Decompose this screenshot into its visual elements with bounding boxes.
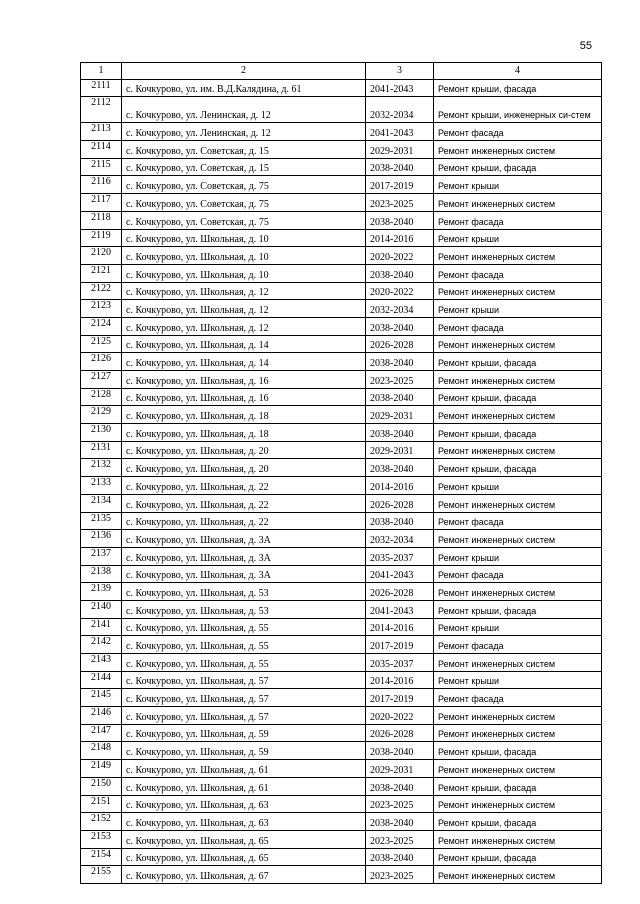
work-type-cell: Ремонт крыши, фасада bbox=[434, 79, 602, 97]
address-cell: с. Кочкурово, ул. Советская, д. 75 bbox=[122, 176, 366, 194]
period-cell: 2038-2040 bbox=[366, 353, 434, 371]
table-row bbox=[81, 441, 602, 459]
period-cell: 2038-2040 bbox=[366, 813, 434, 831]
period-cell: 2014-2016 bbox=[366, 477, 434, 495]
period-cell: 2029-2031 bbox=[366, 406, 434, 424]
table-row bbox=[81, 229, 602, 247]
work-type-cell: Ремонт инженерных систем bbox=[434, 866, 602, 884]
period-cell: 2023-2025 bbox=[366, 194, 434, 212]
table-row bbox=[81, 371, 602, 389]
column-header-4: 4 bbox=[434, 63, 602, 80]
period-cell: 2035-2037 bbox=[366, 654, 434, 672]
address-cell: с. Кочкурово, ул. Школьная, д. 18 bbox=[122, 406, 366, 424]
row-number: 2127 bbox=[81, 371, 122, 389]
period-cell: 2026-2028 bbox=[366, 724, 434, 742]
address-cell: с. Кочкурово, ул. Школьная, д. 55 bbox=[122, 636, 366, 654]
row-number: 2112 bbox=[81, 97, 122, 123]
address-cell: с. Кочкурово, ул. Школьная, д. 20 bbox=[122, 459, 366, 477]
table-row bbox=[81, 158, 602, 176]
address-cell: с. Кочкурово, ул. Школьная, д. 53 bbox=[122, 583, 366, 601]
work-type-cell: Ремонт фасада bbox=[434, 317, 602, 335]
row-number: 2120 bbox=[81, 247, 122, 265]
table-row bbox=[81, 654, 602, 672]
row-number: 2134 bbox=[81, 494, 122, 512]
row-number: 2142 bbox=[81, 636, 122, 654]
work-type-cell: Ремонт инженерных систем bbox=[434, 583, 602, 601]
work-type-cell: Ремонт фасада bbox=[434, 264, 602, 282]
work-type-cell: Ремонт крыши, фасада bbox=[434, 353, 602, 371]
row-number: 2113 bbox=[81, 123, 122, 141]
address-cell: с. Кочкурово, ул. Школьная, д. 57 bbox=[122, 707, 366, 725]
table-row bbox=[81, 282, 602, 300]
table-row bbox=[81, 512, 602, 530]
address-cell: с. Кочкурово, ул. Школьная, д. 61 bbox=[122, 777, 366, 795]
row-number: 2126 bbox=[81, 353, 122, 371]
table-row bbox=[81, 176, 602, 194]
row-number: 2129 bbox=[81, 406, 122, 424]
address-cell: с. Кочкурово, ул. Школьная, д. 53 bbox=[122, 600, 366, 618]
address-cell: с. Кочкурово, ул. Школьная, д. 3А bbox=[122, 547, 366, 565]
work-type-cell: Ремонт крыши, инженерных си-стем bbox=[434, 97, 602, 123]
period-cell: 2035-2037 bbox=[366, 547, 434, 565]
work-type-cell: Ремонт крыши bbox=[434, 671, 602, 689]
table-row bbox=[81, 742, 602, 760]
row-number: 2119 bbox=[81, 229, 122, 247]
column-header-2: 2 bbox=[122, 63, 366, 80]
address-cell: с. Кочкурово, ул. Школьная, д. 16 bbox=[122, 371, 366, 389]
address-cell: с. Кочкурово, ул. Школьная, д. 3А bbox=[122, 565, 366, 583]
period-cell: 2026-2028 bbox=[366, 494, 434, 512]
row-number: 2144 bbox=[81, 671, 122, 689]
table-row bbox=[81, 547, 602, 565]
work-type-cell: Ремонт крыши, фасада bbox=[434, 777, 602, 795]
work-type-cell: Ремонт фасада bbox=[434, 689, 602, 707]
row-number: 2118 bbox=[81, 211, 122, 229]
row-number: 2132 bbox=[81, 459, 122, 477]
address-cell: с. Кочкурово, ул. Школьная, д. 12 bbox=[122, 317, 366, 335]
work-type-cell: Ремонт инженерных систем bbox=[434, 441, 602, 459]
table-row bbox=[81, 866, 602, 884]
period-cell: 2029-2031 bbox=[366, 760, 434, 778]
period-cell: 2041-2043 bbox=[366, 123, 434, 141]
row-number: 2153 bbox=[81, 830, 122, 848]
row-number: 2152 bbox=[81, 813, 122, 831]
repair-schedule-table bbox=[80, 62, 602, 884]
work-type-cell: Ремонт инженерных систем bbox=[434, 141, 602, 159]
work-type-cell: Ремонт крыши bbox=[434, 176, 602, 194]
table-row bbox=[81, 583, 602, 601]
row-number: 2139 bbox=[81, 583, 122, 601]
table-row bbox=[81, 388, 602, 406]
period-cell: 2038-2040 bbox=[366, 388, 434, 406]
work-type-cell: Ремонт крыши bbox=[434, 477, 602, 495]
table-row bbox=[81, 795, 602, 813]
row-number: 2133 bbox=[81, 477, 122, 495]
row-number: 2146 bbox=[81, 707, 122, 725]
row-number: 2145 bbox=[81, 689, 122, 707]
period-cell: 2014-2016 bbox=[366, 229, 434, 247]
period-cell: 2038-2040 bbox=[366, 264, 434, 282]
row-number: 2114 bbox=[81, 141, 122, 159]
address-cell: с. Кочкурово, ул. Школьная, д. 14 bbox=[122, 335, 366, 353]
address-cell: с. Кочкурово, ул. Ленинская, д. 12 bbox=[122, 97, 366, 123]
period-cell: 2023-2025 bbox=[366, 830, 434, 848]
table-row bbox=[81, 353, 602, 371]
period-cell: 2032-2034 bbox=[366, 530, 434, 548]
work-type-cell: Ремонт фасада bbox=[434, 512, 602, 530]
period-cell: 2017-2019 bbox=[366, 176, 434, 194]
table-row bbox=[81, 300, 602, 318]
period-cell: 2038-2040 bbox=[366, 459, 434, 477]
period-cell: 2026-2028 bbox=[366, 583, 434, 601]
address-cell: с. Кочкурово, ул. Школьная, д. 10 bbox=[122, 229, 366, 247]
address-cell: с. Кочкурово, ул. Школьная, д. 10 bbox=[122, 264, 366, 282]
table-row bbox=[81, 707, 602, 725]
row-number: 2125 bbox=[81, 335, 122, 353]
row-number: 2148 bbox=[81, 742, 122, 760]
column-header-3: 3 bbox=[366, 63, 434, 80]
table-row bbox=[81, 671, 602, 689]
address-cell: с. Кочкурово, ул. Школьная, д. 65 bbox=[122, 848, 366, 866]
work-type-cell: Ремонт крыши bbox=[434, 618, 602, 636]
address-cell: с. Кочкурово, ул. Школьная, д. 18 bbox=[122, 424, 366, 442]
work-type-cell: Ремонт инженерных систем bbox=[434, 282, 602, 300]
address-cell: с. Кочкурово, ул. Советская, д. 15 bbox=[122, 158, 366, 176]
period-cell: 2038-2040 bbox=[366, 512, 434, 530]
work-type-cell: Ремонт крыши, фасада bbox=[434, 848, 602, 866]
work-type-cell: Ремонт инженерных систем bbox=[434, 194, 602, 212]
work-type-cell: Ремонт крыши, фасада bbox=[434, 600, 602, 618]
work-type-cell: Ремонт крыши, фасада bbox=[434, 158, 602, 176]
period-cell: 2029-2031 bbox=[366, 141, 434, 159]
address-cell: с. Кочкурово, ул. Ленинская, д. 12 bbox=[122, 123, 366, 141]
work-type-cell: Ремонт инженерных систем bbox=[434, 494, 602, 512]
table-header-row bbox=[81, 63, 602, 80]
period-cell: 2026-2028 bbox=[366, 335, 434, 353]
table-row bbox=[81, 600, 602, 618]
address-cell: с. Кочкурово, ул. Школьная, д. 10 bbox=[122, 247, 366, 265]
table-row bbox=[81, 689, 602, 707]
table-row bbox=[81, 813, 602, 831]
work-type-cell: Ремонт крыши, фасада bbox=[434, 459, 602, 477]
work-type-cell: Ремонт инженерных систем bbox=[434, 406, 602, 424]
period-cell: 2041-2043 bbox=[366, 600, 434, 618]
row-number: 2141 bbox=[81, 618, 122, 636]
table-row bbox=[81, 724, 602, 742]
work-type-cell: Ремонт крыши, фасада bbox=[434, 813, 602, 831]
work-type-cell: Ремонт фасада bbox=[434, 123, 602, 141]
period-cell: 2014-2016 bbox=[366, 618, 434, 636]
address-cell: с. Кочкурово, ул. Советская, д. 15 bbox=[122, 141, 366, 159]
row-number: 2116 bbox=[81, 176, 122, 194]
period-cell: 2017-2019 bbox=[366, 689, 434, 707]
table-row bbox=[81, 848, 602, 866]
period-cell: 2041-2043 bbox=[366, 79, 434, 97]
table-row bbox=[81, 406, 602, 424]
row-number: 2137 bbox=[81, 547, 122, 565]
table-row bbox=[81, 830, 602, 848]
row-number: 2117 bbox=[81, 194, 122, 212]
address-cell: с. Кочкурово, ул. Школьная, д. 16 bbox=[122, 388, 366, 406]
table-row bbox=[81, 424, 602, 442]
row-number: 2140 bbox=[81, 600, 122, 618]
work-type-cell: Ремонт инженерных систем bbox=[434, 530, 602, 548]
address-cell: с. Кочкурово, ул. Школьная, д. 55 bbox=[122, 618, 366, 636]
address-cell: с. Кочкурово, ул. им. В.Д.Калядина, д. 61 bbox=[122, 79, 366, 97]
work-type-cell: Ремонт крыши, фасада bbox=[434, 424, 602, 442]
work-type-cell: Ремонт фасада bbox=[434, 565, 602, 583]
row-number: 2128 bbox=[81, 388, 122, 406]
row-number: 2123 bbox=[81, 300, 122, 318]
table-row bbox=[81, 264, 602, 282]
row-number: 2147 bbox=[81, 724, 122, 742]
work-type-cell: Ремонт инженерных систем bbox=[434, 707, 602, 725]
address-cell: с. Кочкурово, ул. Школьная, д. 63 bbox=[122, 795, 366, 813]
row-number: 2149 bbox=[81, 760, 122, 778]
row-number: 2115 bbox=[81, 158, 122, 176]
address-cell: с. Кочкурово, ул. Школьная, д. 22 bbox=[122, 494, 366, 512]
period-cell: 2032-2034 bbox=[366, 97, 434, 123]
address-cell: с. Кочкурово, ул. Школьная, д. 63 bbox=[122, 813, 366, 831]
row-number: 2122 bbox=[81, 282, 122, 300]
table-row bbox=[81, 194, 602, 212]
table-row bbox=[81, 760, 602, 778]
row-number: 2151 bbox=[81, 795, 122, 813]
period-cell: 2032-2034 bbox=[366, 300, 434, 318]
row-number: 2124 bbox=[81, 317, 122, 335]
period-cell: 2020-2022 bbox=[366, 247, 434, 265]
period-cell: 2038-2040 bbox=[366, 424, 434, 442]
table-row bbox=[81, 335, 602, 353]
period-cell: 2023-2025 bbox=[366, 866, 434, 884]
row-number: 2138 bbox=[81, 565, 122, 583]
table-row bbox=[81, 317, 602, 335]
work-type-cell: Ремонт фасада bbox=[434, 636, 602, 654]
work-type-cell: Ремонт инженерных систем bbox=[434, 795, 602, 813]
work-type-cell: Ремонт крыши bbox=[434, 547, 602, 565]
address-cell: с. Кочкурово, ул. Школьная, д. 22 bbox=[122, 477, 366, 495]
address-cell: с. Кочкурово, ул. Школьная, д. 14 bbox=[122, 353, 366, 371]
period-cell: 2038-2040 bbox=[366, 848, 434, 866]
work-type-cell: Ремонт инженерных систем bbox=[434, 724, 602, 742]
table-row bbox=[81, 565, 602, 583]
table-row bbox=[81, 530, 602, 548]
period-cell: 2038-2040 bbox=[366, 777, 434, 795]
work-type-cell: Ремонт крыши bbox=[434, 300, 602, 318]
work-type-cell: Ремонт инженерных систем bbox=[434, 371, 602, 389]
table-row bbox=[81, 459, 602, 477]
work-type-cell: Ремонт крыши bbox=[434, 229, 602, 247]
period-cell: 2017-2019 bbox=[366, 636, 434, 654]
address-cell: с. Кочкурово, ул. Советская, д. 75 bbox=[122, 211, 366, 229]
period-cell: 2038-2040 bbox=[366, 211, 434, 229]
row-number: 2135 bbox=[81, 512, 122, 530]
column-header-1: 1 bbox=[81, 63, 122, 80]
table-row bbox=[81, 123, 602, 141]
work-type-cell: Ремонт инженерных систем bbox=[434, 247, 602, 265]
table-row bbox=[81, 141, 602, 159]
work-type-cell: Ремонт инженерных систем bbox=[434, 654, 602, 672]
table-row bbox=[81, 618, 602, 636]
period-cell: 2020-2022 bbox=[366, 707, 434, 725]
table-row bbox=[81, 247, 602, 265]
work-type-cell: Ремонт крыши, фасада bbox=[434, 742, 602, 760]
address-cell: с. Кочкурово, ул. Советская, д. 75 bbox=[122, 194, 366, 212]
period-cell: 2020-2022 bbox=[366, 282, 434, 300]
row-number: 2131 bbox=[81, 441, 122, 459]
table-body bbox=[81, 79, 602, 883]
address-cell: с. Кочкурово, ул. Школьная, д. 67 bbox=[122, 866, 366, 884]
period-cell: 2038-2040 bbox=[366, 158, 434, 176]
row-number: 2143 bbox=[81, 654, 122, 672]
period-cell: 2041-2043 bbox=[366, 565, 434, 583]
work-type-cell: Ремонт крыши, фасада bbox=[434, 388, 602, 406]
row-number: 2130 bbox=[81, 424, 122, 442]
period-cell: 2023-2025 bbox=[366, 371, 434, 389]
table-row bbox=[81, 636, 602, 654]
address-cell: с. Кочкурово, ул. Школьная, д. 22 bbox=[122, 512, 366, 530]
table-row bbox=[81, 211, 602, 229]
row-number: 2111 bbox=[81, 79, 122, 97]
address-cell: с. Кочкурово, ул. Школьная, д. 12 bbox=[122, 300, 366, 318]
address-cell: с. Кочкурово, ул. Школьная, д. 61 bbox=[122, 760, 366, 778]
page-number: 55 bbox=[579, 40, 592, 52]
address-cell: с. Кочкурово, ул. Школьная, д. 57 bbox=[122, 671, 366, 689]
work-type-cell: Ремонт инженерных систем bbox=[434, 830, 602, 848]
table-row bbox=[81, 97, 602, 123]
address-cell: с. Кочкурово, ул. Школьная, д. 20 bbox=[122, 441, 366, 459]
table-row bbox=[81, 477, 602, 495]
period-cell: 2029-2031 bbox=[366, 441, 434, 459]
work-type-cell: Ремонт инженерных систем bbox=[434, 335, 602, 353]
address-cell: с. Кочкурово, ул. Школьная, д. 55 bbox=[122, 654, 366, 672]
row-number: 2121 bbox=[81, 264, 122, 282]
work-type-cell: Ремонт фасада bbox=[434, 211, 602, 229]
row-number: 2155 bbox=[81, 866, 122, 884]
work-type-cell: Ремонт инженерных систем bbox=[434, 760, 602, 778]
address-cell: с. Кочкурово, ул. Школьная, д. 59 bbox=[122, 742, 366, 760]
period-cell: 2023-2025 bbox=[366, 795, 434, 813]
row-number: 2150 bbox=[81, 777, 122, 795]
address-cell: с. Кочкурово, ул. Школьная, д. 57 bbox=[122, 689, 366, 707]
period-cell: 2038-2040 bbox=[366, 317, 434, 335]
table-row bbox=[81, 494, 602, 512]
table-row bbox=[81, 777, 602, 795]
address-cell: с. Кочкурово, ул. Школьная, д. 3А bbox=[122, 530, 366, 548]
period-cell: 2038-2040 bbox=[366, 742, 434, 760]
row-number: 2136 bbox=[81, 530, 122, 548]
address-cell: с. Кочкурово, ул. Школьная, д. 65 bbox=[122, 830, 366, 848]
table-row bbox=[81, 79, 602, 97]
address-cell: с. Кочкурово, ул. Школьная, д. 12 bbox=[122, 282, 366, 300]
address-cell: с. Кочкурово, ул. Школьная, д. 59 bbox=[122, 724, 366, 742]
row-number: 2154 bbox=[81, 848, 122, 866]
period-cell: 2014-2016 bbox=[366, 671, 434, 689]
